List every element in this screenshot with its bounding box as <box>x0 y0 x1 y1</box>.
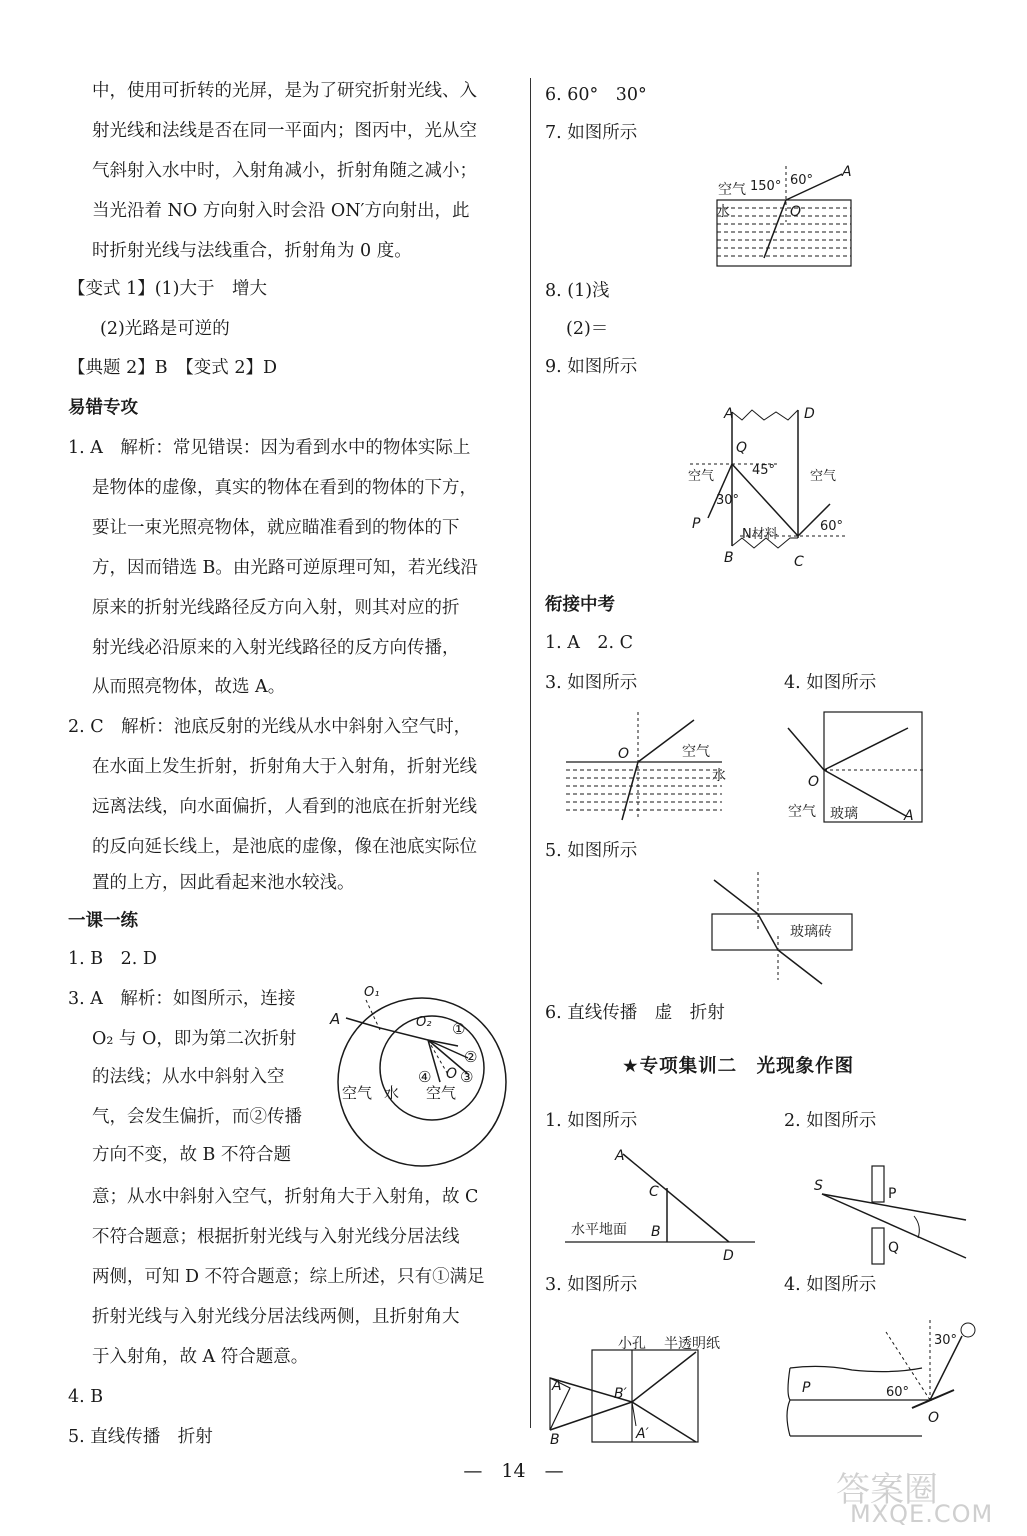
para-line: 1. A 解析：常见错误：因为看到水中的物体实际上 <box>68 438 471 458</box>
figz1-c: C <box>649 1184 659 1200</box>
para-line: 不符合题意；根据折射光线与入射光线分居法线 <box>92 1227 460 1247</box>
figz3-b: B <box>550 1432 560 1448</box>
para-line: 气，会发生偏折，而②传播 <box>92 1107 302 1127</box>
watermark-logo: 答案圈 <box>836 1470 938 1510</box>
circle-refraction-figure <box>322 978 522 1176</box>
figx3-water: 水 <box>712 768 726 784</box>
fig7-60: 60° <box>790 173 814 188</box>
fig3-label-water: 水 <box>384 1084 400 1102</box>
answer-line: 3. 如图所示 <box>545 1275 638 1295</box>
figx4-o: O <box>808 774 820 790</box>
figx4-air: 空气 <box>788 804 816 820</box>
answer-line: 4. B <box>68 1387 104 1407</box>
answer-line: 1. 如图所示 <box>545 1111 638 1131</box>
fig9-air: 空气 <box>688 469 715 484</box>
figx3-o: O <box>618 746 630 762</box>
fig-z4 <box>782 1314 982 1442</box>
figz3-a: A <box>552 1378 562 1394</box>
watermark-url: MXQE.COM <box>850 1500 994 1528</box>
answer-line: 5. 直线传播 折射 <box>68 1427 213 1447</box>
answer-line: (2)＝ <box>566 319 609 339</box>
fig3-label-2: ② <box>464 1048 478 1066</box>
para-line: 于入射角，故 A 符合题意。 <box>92 1347 309 1367</box>
fig3-label-3: ③ <box>460 1068 474 1086</box>
para-line: 当光沿着 NO 方向射入时会沿 ON′方向射出，此 <box>92 201 470 221</box>
fig7-150: 150° <box>750 179 782 194</box>
fig7-o: O <box>790 204 802 220</box>
answer-line: 6. 直线传播 虚 折射 <box>545 1003 725 1023</box>
para-line: 的反向延长线上，是池底的虚像，像在池底实际位 <box>92 837 477 857</box>
para-line: 中，使用可折转的光屏，是为了研究折射光线、入 <box>92 81 477 101</box>
fig9-q: Q <box>736 440 748 456</box>
para-line: 置的上方，因此看起来池水较浅。 <box>92 873 355 893</box>
fig9-n: N材料 <box>742 527 778 542</box>
answer-line: 9. 如图所示 <box>545 357 638 377</box>
figz1-a: A <box>615 1148 625 1164</box>
para-line: 在水面上发生折射，折射角大于入射角，折射光线 <box>92 757 477 777</box>
fig3-label-a: A <box>330 1010 341 1028</box>
fig7-air: 空气 <box>718 182 746 198</box>
para-line: 射光线必沿原来的入射光线路径的反方向传播， <box>92 638 460 658</box>
bianshi1-answer: 【变式 1】(1)大于 增大 <box>68 279 267 299</box>
figx3-air: 空气 <box>682 744 710 760</box>
para-line: 远离法线，向水面偏折，人看到的池底在折射光线 <box>92 797 477 817</box>
fig-z1 <box>565 1140 765 1270</box>
figz4-o: O <box>928 1410 940 1426</box>
fig-x3 <box>560 708 730 828</box>
figz2-s: S <box>814 1178 823 1194</box>
figz4-p: P <box>802 1380 811 1396</box>
figz3-hole: 小孔 <box>618 1336 646 1352</box>
fig3-label-o2: O₂ <box>416 1015 432 1030</box>
figz4-60: 60° <box>886 1385 910 1400</box>
figx4-glass: 玻璃 <box>830 806 858 822</box>
fig9-d: D <box>804 406 815 422</box>
para-line: 两侧，可知 D 不符合题意；综上所述，只有①满足 <box>92 1267 485 1287</box>
figz4-30: 30° <box>934 1333 958 1348</box>
fig7-water-refraction <box>712 162 858 268</box>
fig-z2 <box>806 1140 970 1270</box>
para-line: 原来的折射光线路径反方向入射，则其对应的折 <box>92 598 460 618</box>
para-line: 是物体的虚像，真实的物体在看到的物体的下方， <box>92 478 477 498</box>
para-line: 从而照亮物体，故选 A。 <box>92 677 286 697</box>
fig7-water: 水 <box>716 204 730 220</box>
section-heading-xjzk: 衔接中考 <box>545 595 615 615</box>
fig9-60: 60° <box>820 519 844 534</box>
fig3-label-4: ④ <box>418 1068 432 1086</box>
para-line: 时折射光线与法线重合，折射角为 0 度。 <box>92 241 412 261</box>
answer-line: 8. (1)浅 <box>545 281 610 301</box>
figx4-a: A <box>904 808 914 824</box>
figz2-p: P <box>888 1186 897 1202</box>
fig9-a: A <box>724 406 734 422</box>
para-line: 折射光线与入射光线分居法线两侧，且折射角大 <box>92 1307 460 1327</box>
para-line: O₂ 与 O，即为第二次折射 <box>92 1029 297 1049</box>
para-line: 方，因而错选 B。由光路可逆原理可知，若光线沿 <box>92 558 478 578</box>
figz1-b: B <box>651 1224 661 1240</box>
answer-line: 7. 如图所示 <box>545 123 638 143</box>
bianshi1-answer-2: (2)光路是可逆的 <box>100 319 230 339</box>
para-line: 方向不变，故 B 不符合题 <box>92 1145 291 1165</box>
answer-line: 5. 如图所示 <box>545 841 638 861</box>
fig9-n-material <box>680 400 862 572</box>
answer-line: 4. 如图所示 <box>784 673 877 693</box>
figz1-ground: 水平地面 <box>571 1222 627 1238</box>
figz3-a2: A′ <box>636 1426 649 1442</box>
fig-x4 <box>784 708 930 826</box>
answer-line: 4. 如图所示 <box>784 1275 877 1295</box>
para-line: 意；从水中斜射入空气，折射角大于入射角，故 C <box>92 1187 479 1207</box>
para-line: 的法线；从水中斜射入空 <box>92 1067 285 1087</box>
answer-line: 3. 如图所示 <box>545 673 638 693</box>
answer-line: 1. A 2. C <box>545 633 634 653</box>
fig-x5 <box>708 868 858 988</box>
section-heading-yicuo: 易错专攻 <box>68 398 138 418</box>
section-heading-ykyl: 一课一练 <box>68 911 138 931</box>
diantitle2-answer: 【典题 2】B 【变式 2】D <box>68 358 278 378</box>
para-line: 2. C 解析：池底反射的光线从水中斜射入空气时， <box>68 717 472 737</box>
column-divider <box>530 78 531 1428</box>
fig3-label-o1: O₁ <box>364 985 380 1000</box>
fig9-air2: 空气 <box>810 469 837 484</box>
answer-line: 1. B 2. D <box>68 949 157 969</box>
fig3-label-o: O <box>446 1066 458 1082</box>
fig7-a: A <box>842 164 852 180</box>
para-line: 要让一束光照亮物体，就应瞄准看到的物体的下 <box>92 518 460 538</box>
fig3-label-air2: 空气 <box>426 1084 457 1102</box>
figz1-d: D <box>723 1248 734 1264</box>
fig9-c: C <box>794 554 804 570</box>
fig9-b: B <box>724 550 734 566</box>
figz3-paper: 半透明纸 <box>664 1336 720 1352</box>
fig-z3 <box>540 1326 740 1448</box>
figz3-b2: B′ <box>614 1386 627 1402</box>
fig3-label-air: 空气 <box>342 1084 373 1102</box>
figx5-glass: 玻璃砖 <box>790 924 832 940</box>
fig9-45: 45° <box>752 463 776 478</box>
para-line: 射光线和法线是否在同一平面内；图丙中，光从空 <box>92 121 477 141</box>
section-heading-zhuanxiang: ★专项集训二 光现象作图 <box>622 1056 855 1077</box>
page-number: — 14 — <box>463 1460 564 1482</box>
answer-line: 2. 如图所示 <box>784 1111 877 1131</box>
fig3-label-1: ① <box>452 1020 466 1038</box>
answer-line: 6. 60° 30° <box>545 85 647 105</box>
fig9-30: 30° <box>716 493 740 508</box>
fig9-p: P <box>692 516 701 532</box>
figz2-q: Q <box>888 1240 900 1256</box>
para-line: 气斜射入水中时，入射角减小，折射角随之减小； <box>92 161 477 181</box>
para-line: 3. A 解析：如图所示，连接 <box>68 989 296 1009</box>
